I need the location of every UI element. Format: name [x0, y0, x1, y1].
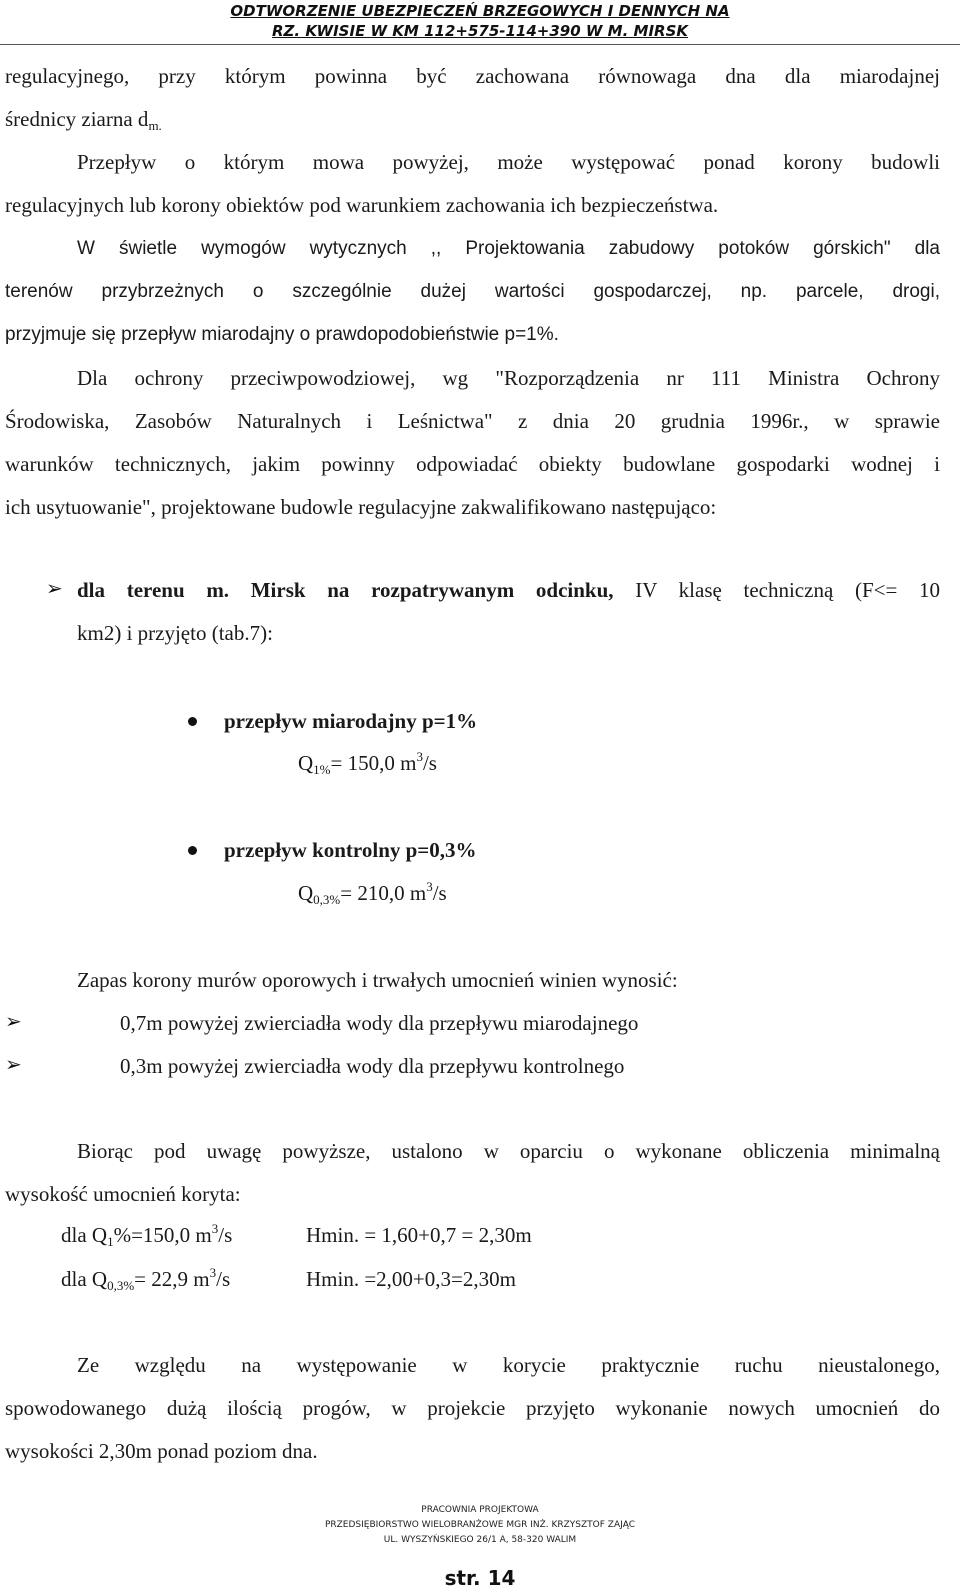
freeboard-intro: Zapas korony murów oporowych i trwałych umocnień winien wynosić:: [77, 968, 678, 992]
freeboard-item: 0,7m powyżej zwierciadła wody dla przepływu miarodajnego: [120, 1011, 639, 1035]
flow-title: przepływ kontrolny p=0,3%: [224, 838, 477, 862]
para4-line3: warunków technicznych, jakim powinny odpowiadać obiekty budowlane gospodarki wodnej i: [5, 452, 940, 476]
footer-line2: PRZEDSIĘBIORSTWO WIELOBRANŻOWE MGR INŻ. KRZYSZTOF ZAJĄC: [324, 1520, 636, 1530]
para4-line1: Dla ochrony przeciwpowodziowej, wg "Rozporządzenia nr 111 Ministra Ochrony: [77, 366, 940, 390]
header-divider: [0, 44, 960, 45]
conclusion-line3: wysokości 2,30m ponad poziom dna.: [5, 1439, 318, 1463]
conclusion-line2: spowodowanego dużą ilością progów, w projekcie przyjęto wykonanie nowych umocnień do: [5, 1396, 940, 1420]
page-number: str. 14: [444, 1566, 516, 1590]
para3-line1: W świetle wymogów wytycznych ,, Projektowania zabudowy potoków górskich" dla: [77, 238, 940, 259]
bullet-dot-icon: [188, 846, 197, 855]
classification-line2: km2) i przyjęto (tab.7):: [77, 621, 273, 645]
classification-line1: dla terenu m. Mirsk na rozpatrywanym odcinku, IV klasę techniczną (F<= 10: [77, 578, 940, 602]
header-title-line1: ODTWORZENIE UBEZPIECZEŃ BRZEGOWYCH I DENNYCH NA: [230, 2, 730, 20]
flow-value: $Q_{1\%}= 150,0$ $m^3/s$: [298, 749, 437, 777]
para4-line2: Środowiska, Zasobów Naturalnych i Leśnictwa" z dnia 20 grudnia 1996r., w sprawie: [5, 409, 940, 433]
calc-line2: wysokość umocnień koryta:: [5, 1182, 241, 1206]
flow-value: $Q_{0,3\%}= 210,0$ $m^3/s$: [298, 879, 447, 907]
para4-line4: ich usytuowanie", projektowane budowle regulacyjne zakwalifikowano następująco:: [5, 495, 717, 519]
para1-line2: średnicy ziarna $d_{m.}$: [5, 107, 162, 133]
calc-line1: Biorąc pod uwagę powyższe, ustalono w oparciu o wykonane obliczenia minimalną: [77, 1139, 940, 1163]
conclusion-line1: Ze względu na występowanie w korycie praktycznie ruchu nieustalonego,: [77, 1353, 940, 1377]
flow-title: przepływ miarodajny p=1%: [224, 709, 478, 733]
arrow-bullet-icon: ➢: [46, 576, 63, 600]
freeboard-item: 0,3m powyżej zwierciadła wody dla przepływu kontrolnego: [120, 1054, 625, 1078]
arrow-bullet-icon: ➢: [5, 1052, 22, 1076]
para3-line2: terenów przybrzeżnych o szczególnie dużej wartości gospodarczej, np. parcele, drogi,: [5, 281, 940, 302]
calc-row-hmin: Hmin. =2,00+0,3=2,30m: [306, 1267, 516, 1291]
footer-line3: UL. WYSZYŃSKIEGO 26/1 A, 58-320 WALIM: [383, 1535, 577, 1545]
arrow-bullet-icon: ➢: [5, 1009, 22, 1033]
header-title-line2: RZ. KWISIE W KM 112+575-114+390 W M. MIRSK: [271, 22, 688, 40]
bullet-dot-icon: [188, 717, 197, 726]
para1-line1: regulacyjnego, przy którym powinna być zachowana równowaga dna dla miarodajnej: [5, 64, 940, 88]
calc-row-flow: dla $Q_1\%=150,0$ $m^3/s$: [61, 1221, 233, 1249]
calc-row-hmin: Hmin. = 1,60+0,7 = 2,30m: [306, 1223, 532, 1247]
para2-line1: Przepływ o którym mowa powyżej, może występować ponad korony budowli: [77, 150, 940, 174]
footer-line1: PRACOWNIA PROJEKTOWA: [421, 1505, 539, 1515]
para2-line2: regulacyjnych lub korony obiektów pod warunkiem zachowania ich bezpieczeństwa.: [5, 193, 719, 217]
calc-row-flow: dla $Q_{0,3\%}= 22,9$ $m^3/s$: [61, 1265, 231, 1293]
para3-line3: przyjmuje się przepływ miarodajny o prawdopodobieństwie p=1%.: [5, 324, 559, 345]
